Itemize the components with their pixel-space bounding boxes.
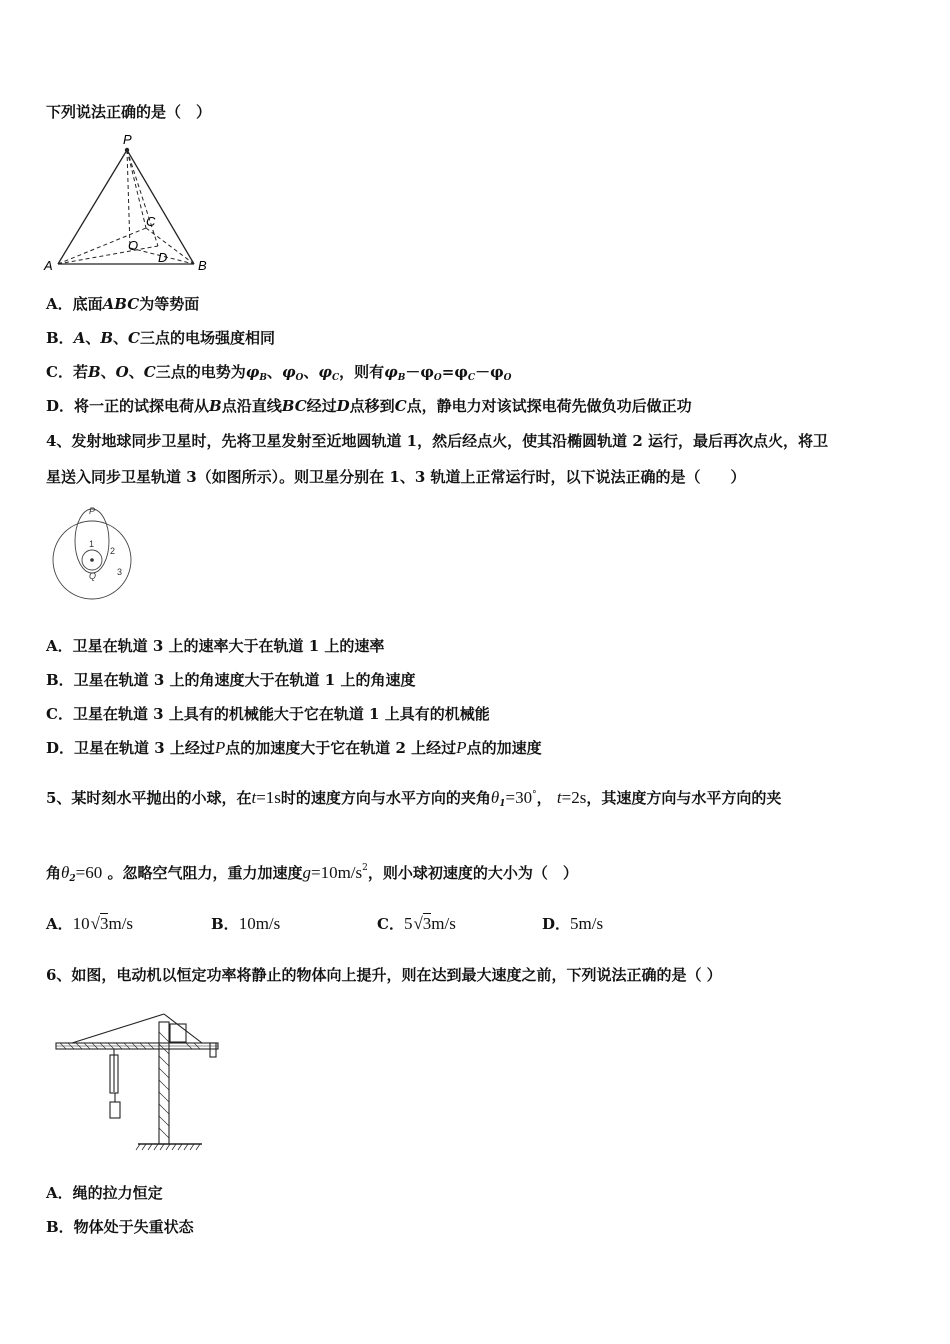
q4-stem-line1: 4、发射地球同步卫星时，先将卫星发射至近地圆轨道 1，然后经点火，使其沿椭圆轨道 2 运行，最后再次点火，将卫 [46, 432, 828, 450]
q5-stem-line1: 5、某时刻水平抛出的小球，在t=1s时的速度方向与水平方向的夹角$\theta_1=30^\circ$， t=2s，其速度方向与水平方向的夹 [46, 788, 782, 809]
q5-option-d[interactable]: D．5m/s [542, 914, 604, 933]
label-d: D [158, 250, 168, 265]
label-p: P [123, 132, 132, 147]
q3-option-c[interactable]: C．若B、O、C三点的电势为$\varphi_B$、$\varphi_O$、$\varphi_C$，则有$\varphi_B-\varphi_O=\varphi_C-\varphi_O$ [46, 363, 512, 383]
q3-intro: 下列说法正确的是（ ） [46, 103, 212, 121]
q4-option-b[interactable]: B．卫星在轨道 3 上的角速度大于在轨道 1 上的角速度 [46, 671, 416, 689]
label-o: O [128, 238, 139, 253]
orbit-label-p: P [89, 506, 96, 516]
q3-option-b[interactable]: B．A、B、C三点的电场强度相同 [46, 329, 276, 347]
q3-option-a[interactable]: A．底面ABC为等势面 [46, 295, 200, 313]
orbit-figure [48, 502, 144, 610]
q5-stem-line2: 角$\theta_2=60$ 。忽略空气阻力，重力加速度$g=10m/s^2$，则小球初速度的大小为（ ） [46, 863, 578, 884]
q6-option-a[interactable]: A．绳的拉力恒定 [46, 1184, 163, 1202]
q5-option-b[interactable]: B．10m/s [211, 914, 281, 933]
orbit-label-1: 1 [89, 539, 95, 549]
q4-option-d[interactable]: D．卫星在轨道 3 上经过P点的加速度大于它在轨道 2 上经过P点的加速度 [46, 738, 542, 757]
label-b: B [198, 258, 207, 273]
orbit-label-3: 3 [117, 567, 123, 577]
q6-stem: 6、如图，电动机以恒定功率将静止的物体向上提升，则在达到最大速度之前，下列说法正确的是（ ） [46, 966, 722, 984]
label-a: A [44, 258, 53, 273]
q4-stem-line2: 星送入同步卫星轨道 3（如图所示）。则卫星分别在 1、3 轨道上正常运行时，以下说法正确的是（ ） [46, 468, 746, 486]
q4-option-c[interactable]: C．卫星在轨道 3 上具有的机械能大于它在轨道 1 上具有的机械能 [46, 705, 490, 723]
label-c: C [146, 214, 156, 229]
q3-option-d[interactable]: D．将一正的试探电荷从B点沿直线BC经过D点移到C点，静电力对该试探电荷先做负功后做正功 [46, 397, 692, 415]
q4-option-a[interactable]: A．卫星在轨道 3 上的速率大于在轨道 1 上的速率 [46, 637, 385, 655]
orbit-label-q: Q [89, 571, 97, 581]
q6-option-b[interactable]: B．物体处于失重状态 [46, 1218, 194, 1236]
pyramid-figure [40, 128, 220, 278]
q5-option-a[interactable]: A．10√3m/s [46, 914, 134, 933]
crane-figure [52, 1002, 222, 1156]
q5-option-c[interactable]: C．5√3m/s [377, 914, 456, 933]
orbit-label-2: 2 [110, 546, 116, 556]
